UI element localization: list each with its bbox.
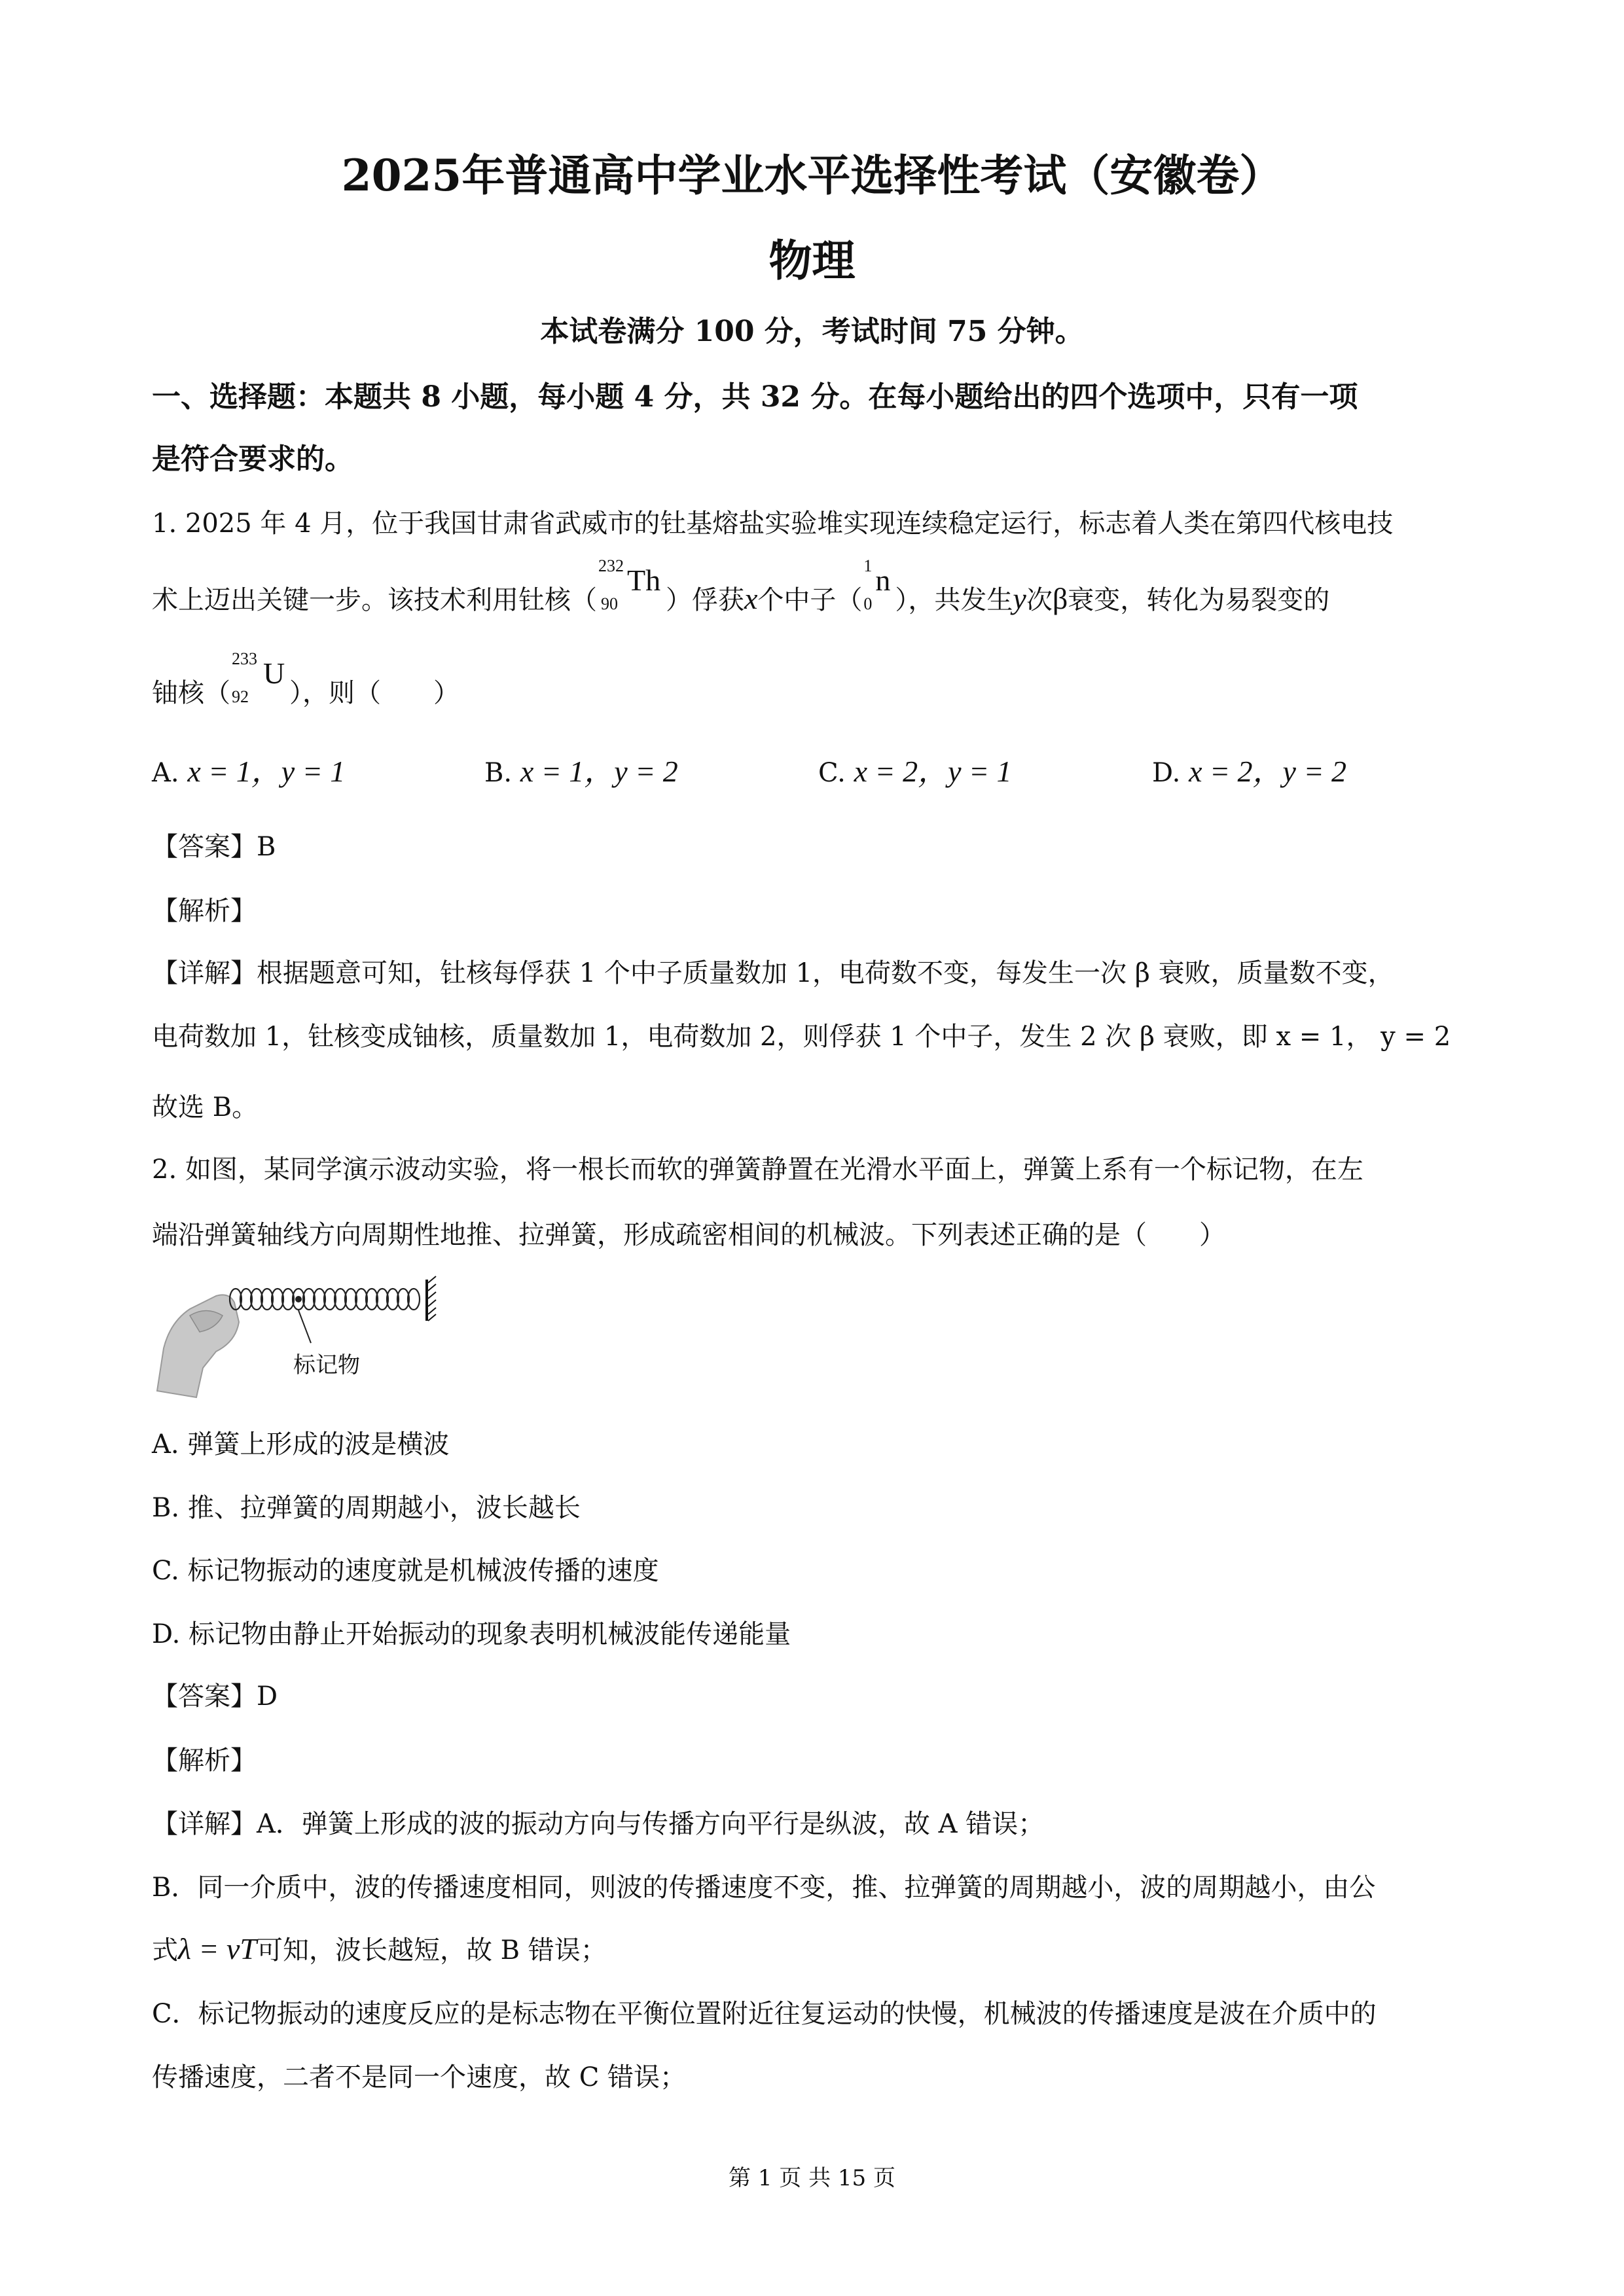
q1-line2-a: 术上迈出关键一步。该技术利用钍核（ — [152, 585, 597, 615]
option-a-text: x = 1，y = 1 — [187, 755, 346, 788]
q1-line2-c: 个中子（ — [757, 585, 863, 615]
exam-info: 本试卷满分 100 分，考试时间 75 分钟。 — [540, 315, 1084, 348]
spring-coils — [230, 1289, 420, 1310]
page-number: 第 1 页 共 15 页 — [729, 2165, 895, 2191]
u-mass-number: 233 — [232, 649, 257, 668]
subject-title: 物理 — [768, 235, 856, 286]
q1-line3-a: 铀核（ — [152, 678, 230, 708]
spring-wave-figure — [144, 1270, 452, 1401]
q1-line3-b: ），则（ ） — [289, 678, 460, 708]
u-symbol: U — [263, 656, 285, 690]
n-mass-number: 1 — [863, 556, 873, 575]
q1-detail-line2: 电荷数加 1，钍核变成铀核，质量数加 1，电荷数加 2，则俘获 1 个中子，发生 2 次 β 衰败，即 x = 1， y = 2 — [152, 1022, 1451, 1052]
thorium-nuclide — [597, 556, 666, 613]
q1-line2-e: 次 — [1026, 585, 1053, 615]
n-symbol: n — [875, 564, 891, 597]
u-charge-number: 92 — [232, 687, 249, 706]
var-y: y — [1013, 582, 1026, 615]
option-c-text: x = 2，y = 1 — [854, 755, 1012, 788]
beta-symbol: β — [1052, 582, 1068, 615]
q2-stem-line1: 2. 如图，某同学演示波动实验，将一根长而软的弹簧静置在光滑水平面上，弹簧上系有一个标记物，在左 — [152, 1155, 1363, 1185]
option-b-label: B. — [484, 758, 513, 788]
q2-analysis: 【解析】 — [152, 1746, 257, 1776]
q1-stem-line2 — [152, 556, 1330, 617]
q1-option-d — [1152, 747, 1346, 791]
q2-answer: 【答案】D — [152, 1681, 278, 1712]
wall-hatching — [428, 1276, 436, 1321]
option-b-text: x = 1，y = 2 — [520, 755, 678, 788]
q2-detail-b-line1: B．同一介质中，波的传播速度相同，则波的传播速度不变，推、拉弹簧的周期越小，波的周期越小，由公 — [152, 1873, 1376, 1903]
q2-detail-b-line2 — [152, 1929, 607, 1967]
option-d-text: x = 2，y = 2 — [1189, 755, 1346, 788]
q1-line2-d: ），共发生 — [895, 585, 1013, 615]
q2-option-d: D. 标记物由静止开始振动的现象表明机械波能传递能量 — [152, 1619, 791, 1649]
option-c-label: C. — [818, 758, 846, 788]
q2-detail-c-line2: 传播速度，二者不是同一个速度，故 C 错误； — [152, 2062, 687, 2092]
q2-detail-b2-a: 式 — [152, 1935, 178, 1965]
q2-option-a: A. 弹簧上形成的波是横波 — [152, 1429, 450, 1460]
q1-analysis: 【解析】 — [152, 896, 257, 926]
option-a-label: A. — [152, 758, 179, 788]
marker-leader-line — [298, 1310, 311, 1343]
q2-detail-c-line1: C．标记物振动的速度反应的是标志物在平衡位置附近往复运动的快慢，机械波的传播速度是波在介质中的 — [152, 1999, 1377, 2029]
q1-line2-b: ）俘获 — [666, 585, 744, 615]
q1-option-c — [818, 747, 1012, 791]
hand-illustration — [157, 1295, 239, 1397]
section1-heading-line2: 是符合要求的。 — [152, 442, 353, 476]
wavelength-formula: λ = vT — [178, 1932, 257, 1965]
option-d-label: D. — [1152, 758, 1181, 788]
figure-label-marker: 标记物 — [293, 1353, 360, 1378]
section1-heading-line1: 一、选择题：本题共 8 小题，每小题 4 分，共 32 分。在每小题给出的四个选项中，只有一项 — [152, 380, 1358, 414]
q1-line2-f: 衰变，转化为易裂变的 — [1068, 585, 1330, 615]
q1-answer: 【答案】B — [152, 832, 276, 862]
q1-option-a — [152, 747, 345, 791]
q1-stem-line1: 1. 2025 年 4 月，位于我国甘肃省武威市的钍基熔盐实验堆实现连续稳定运行，标志着人类在第四代核电技 — [152, 509, 1394, 539]
q2-option-c: C. 标记物振动的速度就是机械波传播的速度 — [152, 1556, 659, 1586]
th-charge-number: 90 — [601, 594, 618, 613]
marker-dot — [295, 1296, 302, 1302]
q1-detail-line1: 【详解】根据题意可知，钍核每俘获 1 个中子质量数加 1，电荷数不变，每发生一次 β 衰败，质量数不变， — [152, 958, 1394, 988]
th-mass-number: 232 — [598, 556, 624, 575]
uranium-nuclide — [230, 649, 289, 706]
q2-option-b: B. 推、拉弹簧的周期越小，波长越长 — [152, 1493, 581, 1523]
n-charge-number: 0 — [863, 594, 873, 613]
exam-title: 2025年普通高中学业水平选择性考试（安徽卷） — [341, 150, 1283, 201]
q2-detail-b2-b: 可知，波长越短，故 B 错误； — [256, 1935, 607, 1965]
var-x: x — [744, 582, 758, 615]
q2-stem-line2: 端沿弹簧轴线方向周期性地推、拉弹簧，形成疏密相间的机械波。下列表述正确的是（ ） — [152, 1220, 1225, 1250]
neutron-nuclide — [862, 556, 895, 613]
q1-stem-line3 — [152, 649, 460, 709]
th-symbol: Th — [627, 564, 661, 597]
q1-option-b — [484, 747, 678, 791]
q1-detail-line3: 故选 B。 — [152, 1092, 259, 1122]
q2-detail-a: 【详解】A．弹簧上形成的波的振动方向与传播方向平行是纵波，故 A 错误； — [152, 1809, 1045, 1839]
